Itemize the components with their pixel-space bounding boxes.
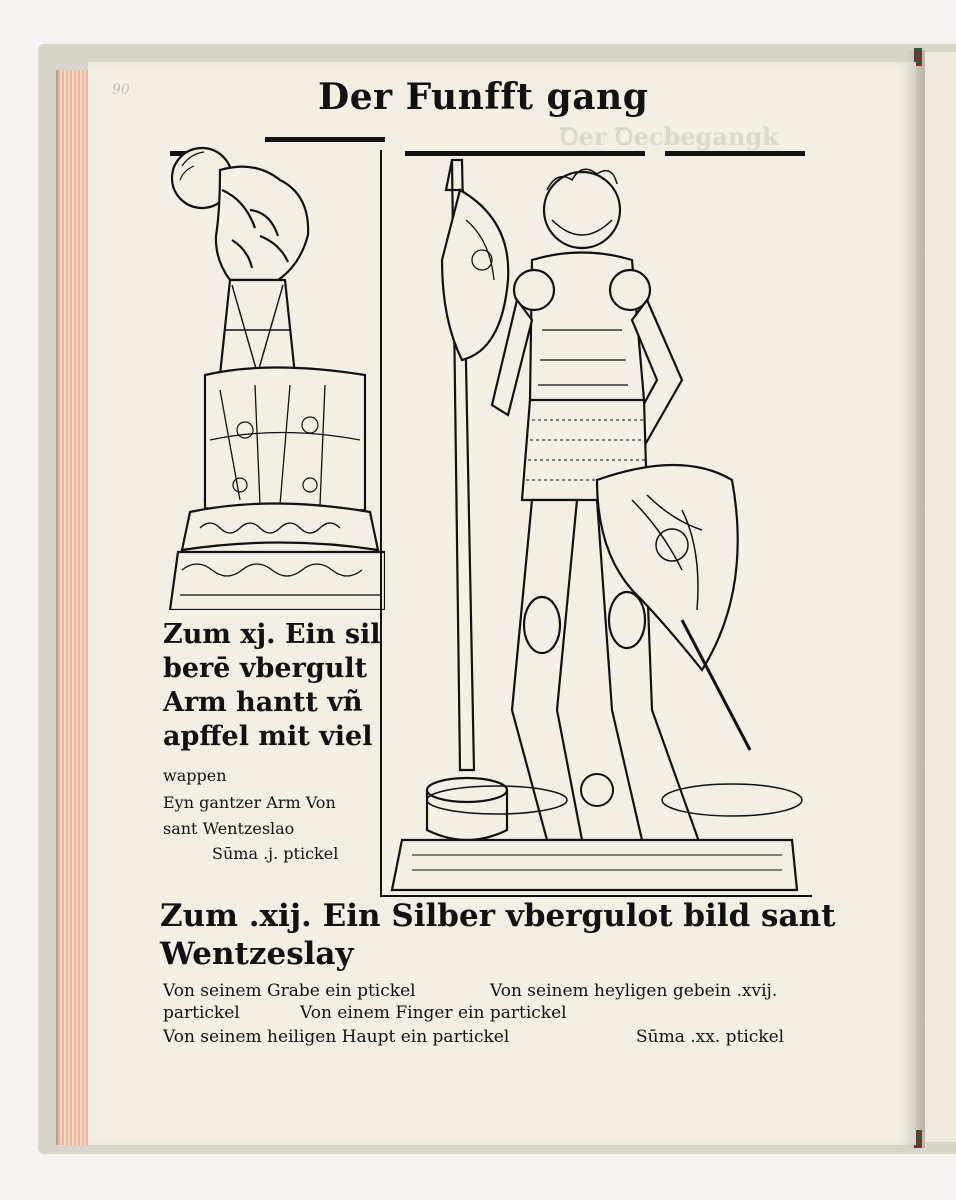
- relic-entry: Von seinem heiligen Haupt ein partickel: [163, 1027, 510, 1047]
- folio-number: 90: [112, 82, 130, 98]
- relic-entry: Von seinem heyligen gebein .xvij.: [490, 981, 778, 1001]
- caption-line: berē vbergult: [163, 653, 368, 684]
- relic-entry: partickel: [163, 1003, 240, 1023]
- caption-line: apffel mit viel: [163, 721, 373, 752]
- caption-subline: sant Wentzeslao: [163, 819, 295, 838]
- section-heading: Wentzeslay: [160, 936, 354, 972]
- caption-subline: Eyn gantzer Arm Von: [163, 793, 336, 812]
- saint-wenceslas-woodcut: [380, 150, 812, 897]
- caption-line: Zum xj. Ein sil: [163, 619, 381, 650]
- caption-line: Arm hantt vñ: [163, 687, 363, 718]
- arm-reliquary-woodcut: [160, 140, 385, 610]
- bleed-through-text: Ꝺer Ꝺecbegangk: [560, 122, 779, 151]
- relic-entry: Von einem Finger ein partickel: [300, 1003, 567, 1023]
- relic-sum: Sūma .xx. ptickel: [636, 1027, 785, 1047]
- section-heading: Zum .xij. Ein Silber vbergulot bild sant: [160, 898, 836, 934]
- caption-sum: Sūma .j. ptickel: [212, 844, 339, 863]
- page-title: Der Funfft gang: [318, 76, 649, 118]
- caption-subline: wappen: [163, 766, 227, 785]
- page-edges: [56, 70, 92, 1145]
- relic-entry: Von seinem Grabe ein ptickel: [163, 981, 416, 1001]
